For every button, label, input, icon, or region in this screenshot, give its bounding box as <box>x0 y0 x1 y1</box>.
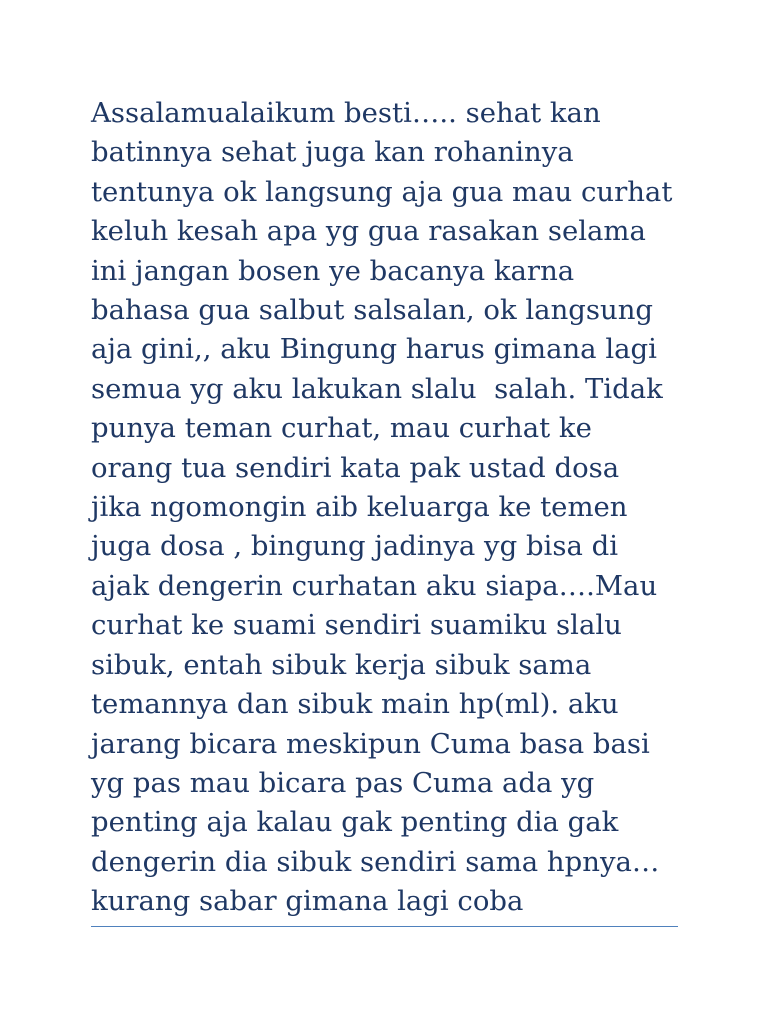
text-line: sibuk, entah sibuk kerja sibuk sama <box>91 648 592 681</box>
text-line: punya teman curhat, mau curhat ke <box>91 412 592 445</box>
text-line: dengerin dia sibuk sendiri sama hpnya… <box>91 845 660 878</box>
text-line: tentunya ok langsung aja gua mau curhat <box>91 175 673 208</box>
text-line: semua yg aku lakukan slalu salah. Tidak <box>91 372 663 405</box>
bottom-divider-line <box>91 926 678 927</box>
body-text <box>91 94 691 922</box>
text-line: ini jangan bosen ye bacanya karna <box>91 254 575 287</box>
text-line: batinnya sehat juga kan rohaninya <box>91 136 574 169</box>
text-line: aja gini,, aku Bingung harus gimana lagi <box>91 333 657 366</box>
text-line: penting aja kalau gak penting dia gak <box>91 806 619 839</box>
text-line: keluh kesah apa yg gua rasakan selama <box>91 215 646 248</box>
text-line: orang tua sendiri kata pak ustad dosa <box>91 451 620 484</box>
text-line: ajak dengerin curhatan aku siapa….Mau <box>91 569 658 602</box>
text-line: kurang sabar gimana lagi coba <box>91 885 524 918</box>
text-line: temannya dan sibuk main hp(ml). aku <box>91 688 619 721</box>
text-line: juga dosa , bingung jadinya yg bisa di <box>91 530 618 563</box>
text-line: bahasa gua salbut salsalan, ok langsung <box>91 294 654 327</box>
text-line: jika ngomongin aib keluarga ke temen <box>91 491 628 524</box>
text-line: yg pas mau bicara pas Cuma ada yg <box>91 766 595 799</box>
text-line: curhat ke suami sendiri suamiku slalu <box>91 609 622 642</box>
text-line: Assalamualaikum besti….. sehat kan <box>91 97 601 129</box>
text-line: jarang bicara meskipun Cuma basa basi <box>91 727 650 760</box>
